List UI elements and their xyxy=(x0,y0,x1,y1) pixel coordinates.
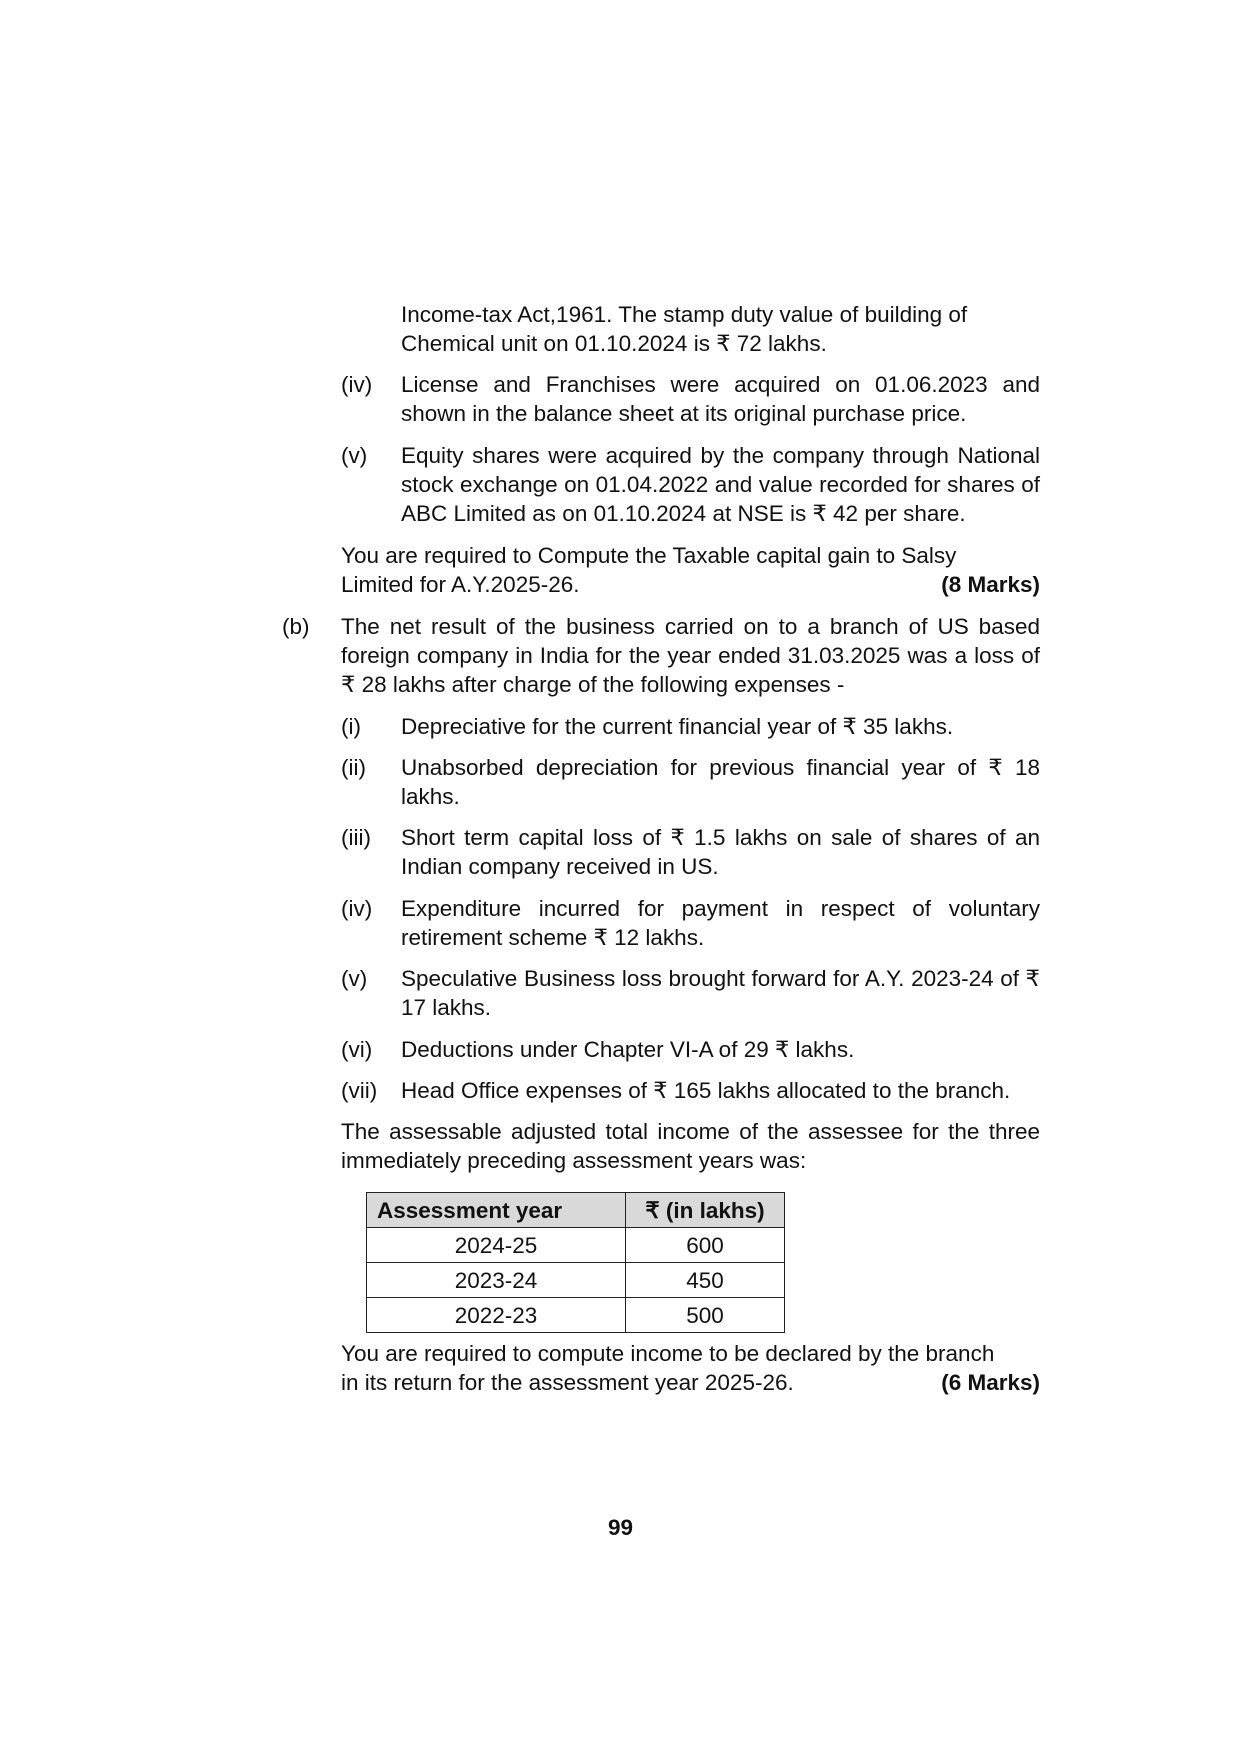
continued-line-2: Chemical unit on 01.10.2024 is ₹ 72 lakhs. xyxy=(401,331,827,356)
table-row xyxy=(367,1228,785,1263)
list-item-b-i xyxy=(341,712,1040,741)
item-label: (v) xyxy=(341,966,368,991)
item-label: (ii) xyxy=(341,755,366,780)
list-item-b-v xyxy=(341,964,1040,1022)
cell-year: 2023-24 xyxy=(367,1263,626,1298)
section-b-intro xyxy=(282,612,1040,699)
cell-amount: 600 xyxy=(626,1228,785,1263)
list-item-b-iv xyxy=(341,894,1040,952)
item-text: Head Office expenses of ₹ 165 lakhs allocated to the branch. xyxy=(401,1078,1011,1103)
item-label: (vi) xyxy=(341,1037,373,1062)
section-b-text: The net result of the business carried on to a branch of US based foreign company in India for the year ended 31.03.2025 was a loss of ₹ 28 lakhs after charge of the following expenses - xyxy=(341,614,1040,697)
item-label: (iii) xyxy=(341,825,371,850)
cell-amount: 450 xyxy=(626,1263,785,1298)
question-b-line-2: in its return for the assessment year 2025-26. xyxy=(341,1370,794,1395)
item-text: Deductions under Chapter VI-A of 29 ₹ lakhs. xyxy=(401,1037,855,1062)
item-text: Short term capital loss of ₹ 1.5 lakhs on sale of shares of an Indian company received in US. xyxy=(401,825,1040,879)
marks-b: (6 Marks) xyxy=(941,1370,1040,1395)
item-label: (i) xyxy=(341,714,361,739)
header-assessment-year: Assessment year xyxy=(367,1193,626,1228)
list-item-b-vii xyxy=(341,1076,1040,1105)
question-b-line-1: You are required to compute income to be declared by the branch xyxy=(341,1341,995,1366)
table-intro: The assessable adjusted total income of the assessee for the three immediately preceding assessment years was: xyxy=(341,1119,1040,1173)
continued-line-1: Income-tax Act,1961. The stamp duty value of building of xyxy=(401,302,968,327)
marks-a: (8 Marks) xyxy=(941,572,1040,597)
item-text: Equity shares were acquired by the company through National stock exchange on 01.04.2022 and value recorded for shares of ABC Limited as on 01.10.2024 at NSE is ₹ 42 per share. xyxy=(401,443,1040,526)
assessment-table xyxy=(366,1192,785,1333)
list-item-a-iv xyxy=(341,370,1040,428)
table-header-row xyxy=(367,1193,785,1228)
list-item-b-vi xyxy=(341,1035,1040,1064)
item-label: (iv) xyxy=(341,896,373,921)
cell-year: 2024-25 xyxy=(367,1228,626,1263)
table-row xyxy=(367,1263,785,1298)
item-label: (iv) xyxy=(341,372,373,397)
item-label: (v) xyxy=(341,443,368,468)
item-text: License and Franchises were acquired on 01.06.2023 and shown in the balance sheet at its original purchase price. xyxy=(401,372,1040,426)
question-b xyxy=(341,1339,1040,1397)
question-a xyxy=(341,541,1040,599)
item-text: Depreciative for the current financial year of ₹ 35 lakhs. xyxy=(401,714,954,739)
continued-text xyxy=(401,300,1040,358)
page-number: 99 xyxy=(607,1515,634,1540)
item-label: (vii) xyxy=(341,1078,378,1103)
header-amount: ₹ (in lakhs) xyxy=(626,1193,785,1228)
list-item-b-ii xyxy=(341,753,1040,811)
table-row xyxy=(367,1298,785,1333)
cell-amount: 500 xyxy=(626,1298,785,1333)
question-a-line-2: Limited for A.Y.2025-26. xyxy=(341,572,580,597)
item-text: Expenditure incurred for payment in respect of voluntary retirement scheme ₹ 12 lakhs. xyxy=(401,896,1040,950)
question-a-line-1: You are required to Compute the Taxable capital gain to Salsy xyxy=(341,543,957,568)
item-text: Speculative Business loss brought forward for A.Y. 2023-24 of ₹ 17 lakhs. xyxy=(401,966,1040,1020)
list-item-b-iii xyxy=(341,823,1040,881)
list-item-a-v xyxy=(341,441,1040,528)
section-b-label: (b) xyxy=(282,614,310,639)
item-text: Unabsorbed depreciation for previous financial year of ₹ 18 lakhs. xyxy=(401,755,1040,809)
cell-year: 2022-23 xyxy=(367,1298,626,1333)
